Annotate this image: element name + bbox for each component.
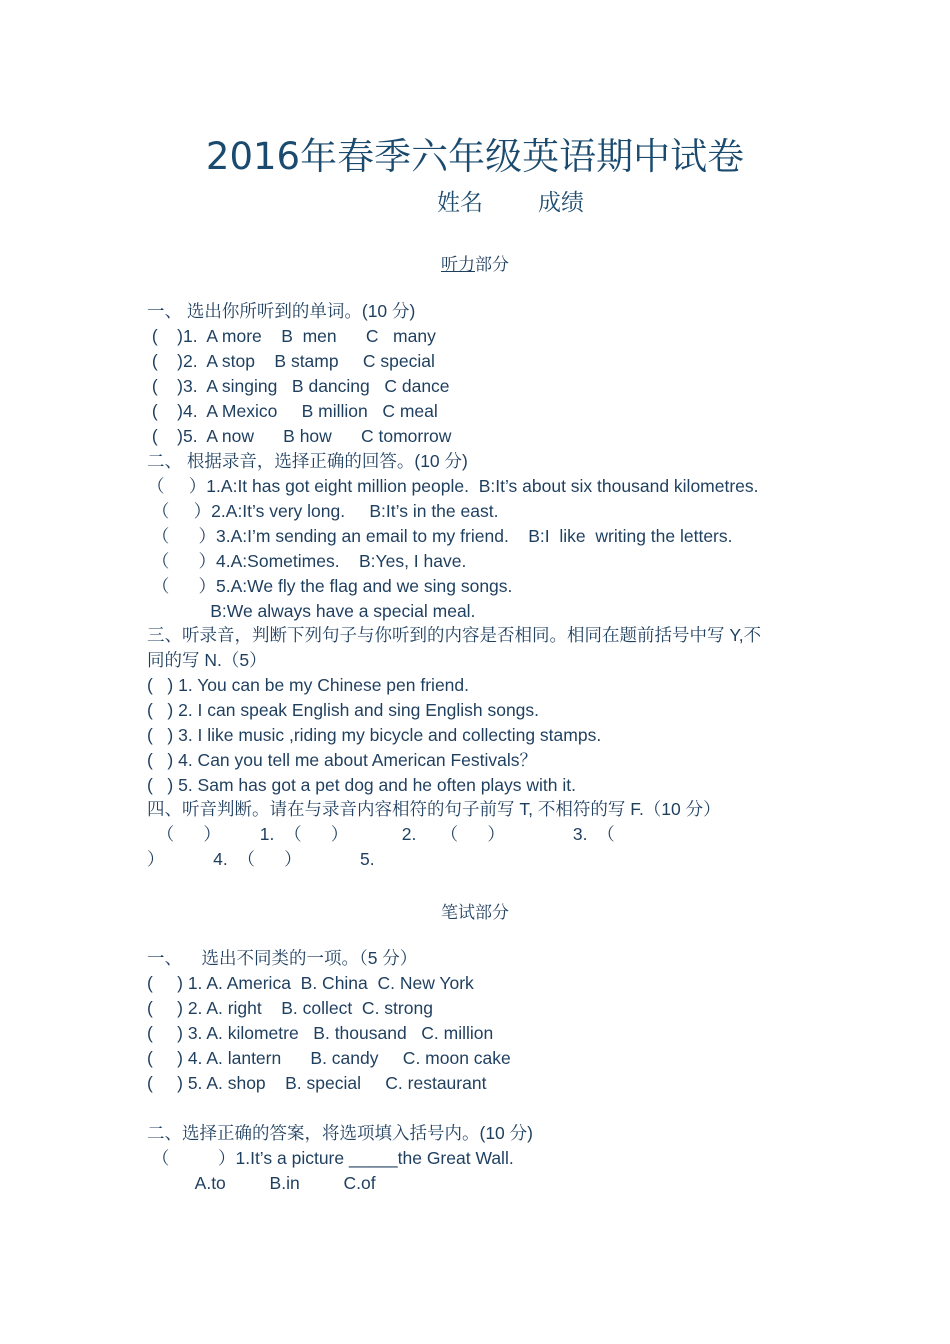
- exam-line: （ ） 1. （ ） 2. （ ） 3. （: [147, 824, 615, 844]
- exam-line: 三、听录音，判断下列句子与你听到的内容是否相同。相同在题前括号中写 Y,不: [147, 625, 762, 645]
- exam-line: ） 4. （ ） 5.: [147, 849, 375, 869]
- exam-line: ( ) 5. A. shop B. special C. restaurant: [147, 1073, 487, 1093]
- exam-line: （ ）1.It’s a picture _____the Great Wall.: [147, 1148, 514, 1168]
- writing-section-heading: 笔试部分: [441, 903, 509, 923]
- listening-heading-underlined: 听力: [441, 255, 475, 275]
- exam-line: ( ) 1. You can be my Chinese pen friend.: [147, 675, 469, 695]
- exam-line: ( ) 1. A. America B. China C. New York: [147, 973, 474, 993]
- exam-line: ( )3. A singing B dancing C dance: [147, 376, 450, 396]
- exam-line: 四、听音判断。请在与录音内容相符的句子前写 T, 不相符的写 F.（10 分）: [147, 799, 721, 819]
- exam-line: B:We always have a special meal.: [147, 601, 476, 621]
- exam-line: 一、 选出你所听到的单词。(10 分): [147, 301, 416, 321]
- exam-line: （ ）3.A:I’m sending an email to my friend. B:I like writing the letters.: [147, 526, 733, 546]
- name-label: 姓名: [437, 190, 483, 216]
- exam-line: ( ) 4. A. lantern B. candy C. moon cake: [147, 1048, 511, 1068]
- exam-line: （ ）2.A:It’s very long. B:It’s in the east.: [147, 501, 499, 521]
- exam-line: ( )2. A stop B stamp C special: [147, 351, 435, 371]
- listening-section-heading: [0, 250, 950, 275]
- exam-line: 一、 选出不同类的一项。（5 分）: [147, 948, 418, 968]
- exam-line: （ ）4.A:Sometimes. B:Yes, I have.: [147, 551, 467, 571]
- exam-line: ( )1. A more B men C many: [147, 326, 436, 346]
- score-label: 成绩: [538, 190, 584, 216]
- exam-line: ( )5. A now B how C tomorrow: [147, 426, 452, 446]
- exam-line: ( ) 5. Sam has got a pet dog and he often plays with it.: [147, 775, 576, 795]
- exam-line: 二、选择正确的答案，将选项填入括号内。(10 分): [147, 1123, 533, 1143]
- exam-line: ( ) 2. I can speak English and sing English songs.: [147, 700, 540, 720]
- exam-line: 二、 根据录音，选择正确的回答。(10 分): [147, 451, 468, 471]
- exam-line: 同的写 N.（5）: [147, 650, 267, 670]
- exam-line: ( ) 3. I like music ,riding my bicycle and collecting stamps.: [147, 725, 602, 745]
- exam-line: ( ) 4. Can you tell me about American Festivals？: [147, 750, 538, 770]
- exam-line: （ ）1.A:It has got eight million people. B:It’s about six thousand kilometres.: [147, 476, 759, 496]
- listening-heading-rest: 部分: [475, 255, 509, 275]
- exam-line: ( ) 3. A. kilometre B. thousand C. million: [147, 1023, 494, 1043]
- exam-line: ( )4. A Mexico B million C meal: [147, 401, 438, 421]
- page-title: 2016年春季六年级英语期中试卷: [205, 135, 745, 178]
- exam-line: （ ）5.A:We fly the flag and we sing songs.: [147, 576, 513, 596]
- exam-line: A.to B.in C.of: [147, 1173, 376, 1193]
- exam-line: ( ) 2. A. right B. collect C. strong: [147, 998, 433, 1018]
